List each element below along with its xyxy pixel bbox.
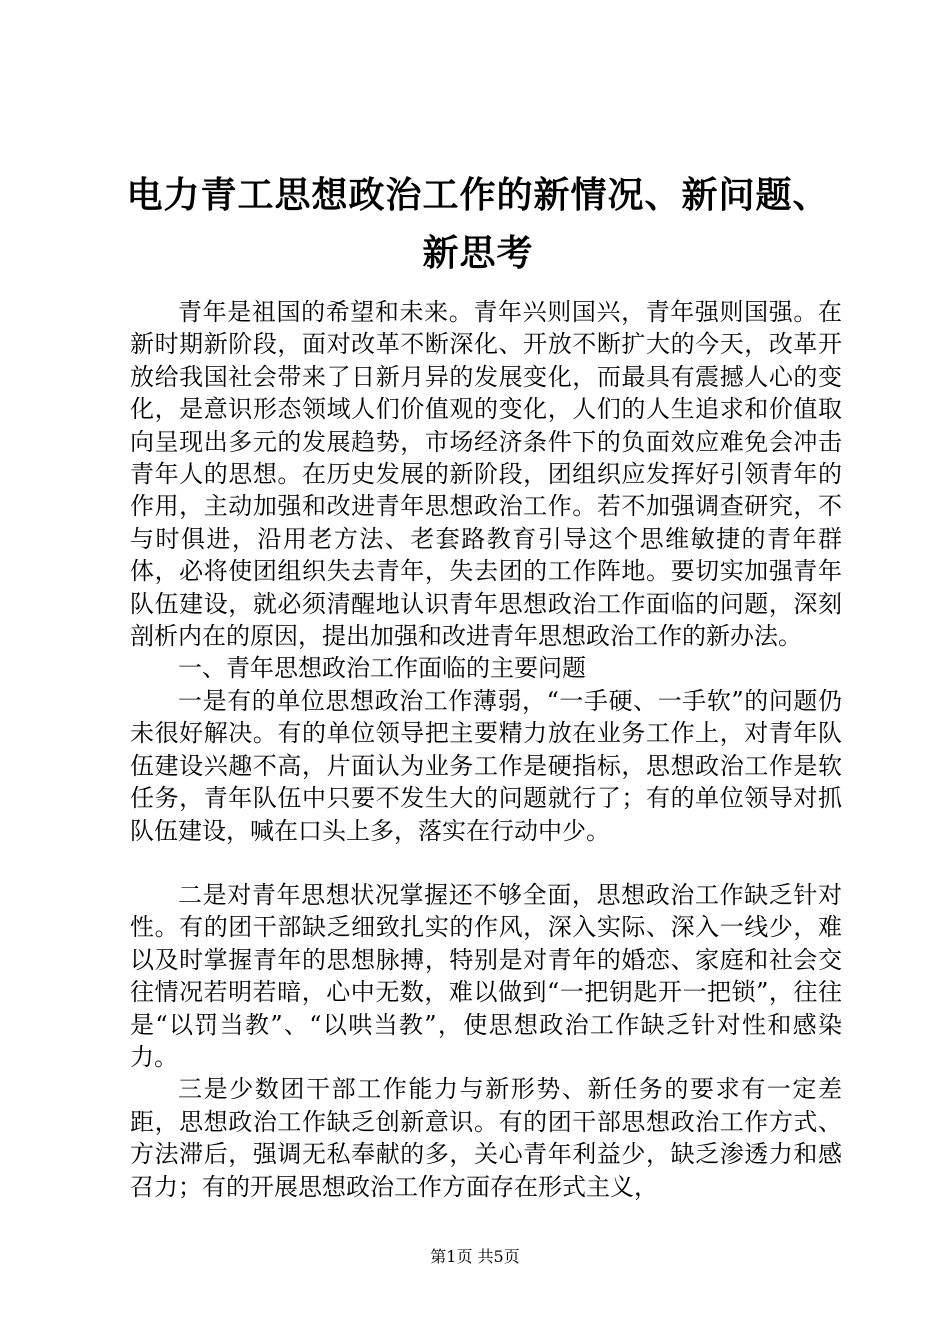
paragraph-point-2: 二是对青年思想状况掌握还不够全面，思想政治工作缺乏针对性。有的团干部缺乏细致扎实的作风，深入实际、深入一线少，难以及时掌握青年的思想脉搏，特别是对青年的婚恋、家庭和社会交往情况若明若暗，心中无数，难以做到“一把钥匙开一把锁”，往往是“以罚当教”、“以哄当教”，使思想政治工作缺乏针对性和感染力。 [130, 880, 842, 1071]
paragraph-spacer [130, 847, 842, 879]
document-body [130, 296, 842, 1203]
section-heading: 一、青年思想政治工作面临的主要问题 [178, 654, 586, 683]
paragraph-intro: 青年是祖国的希望和未来。青年兴则国兴，青年强则国强。在新时期新阶段，面对改革不断深化、开放不断扩大的今天，改革开放给我国社会带来了日新月异的发展变化，而最具有震撼人心的变化，是意识形态领域人们价值观的变化，人们的人生追求和价值取向呈现出多元的发展趋势，市场经济条件下的负面效应难免会冲击青年人的思想。在历史发展的新阶段，团组织应发挥好引领青年的作用，主动加强和改进青年思想政治工作。若不加强调查研究，不与时俱进，沿用老方法、老套路教育引导这个思维敏捷的青年群体，必将使团组织失去青年，失去团的工作阵地。要切实加强青年队伍建设，就必须清醒地认识青年思想政治工作面临的问题，深刻剖析内在的原因，提出加强和改进青年思想政治工作的新办法。 [130, 298, 842, 651]
document-title: 电力青工思想政治工作的新情况、新问题、新思考 [126, 174, 830, 274]
paragraph-point-1: 一是有的单位思想政治工作薄弱，“一手硬、一手软”的问题仍未很好解决。有的单位领导把主要精力放在业务工作上，对青年队伍建设兴趣不高，片面认为业务工作是硬指标，思想政治工作是软任务，青年队伍中只要不发生大的问题就行了；有的单位领导对抓队伍建设，喊在口头上多，落实在行动中少。 [130, 686, 842, 845]
page-number-footer: 第1页 共5页 [430, 1247, 520, 1266]
paragraph-point-3: 三是少数团干部工作能力与新形势、新任务的要求有一定差距，思想政治工作缺乏创新意识。有的团干部思想政治工作方式、方法滞后，强调无私奉献的多，关心青年利益少，缺乏渗透力和感召力；有的开展思想政治工作方面存在形式主义， [130, 1075, 842, 1201]
